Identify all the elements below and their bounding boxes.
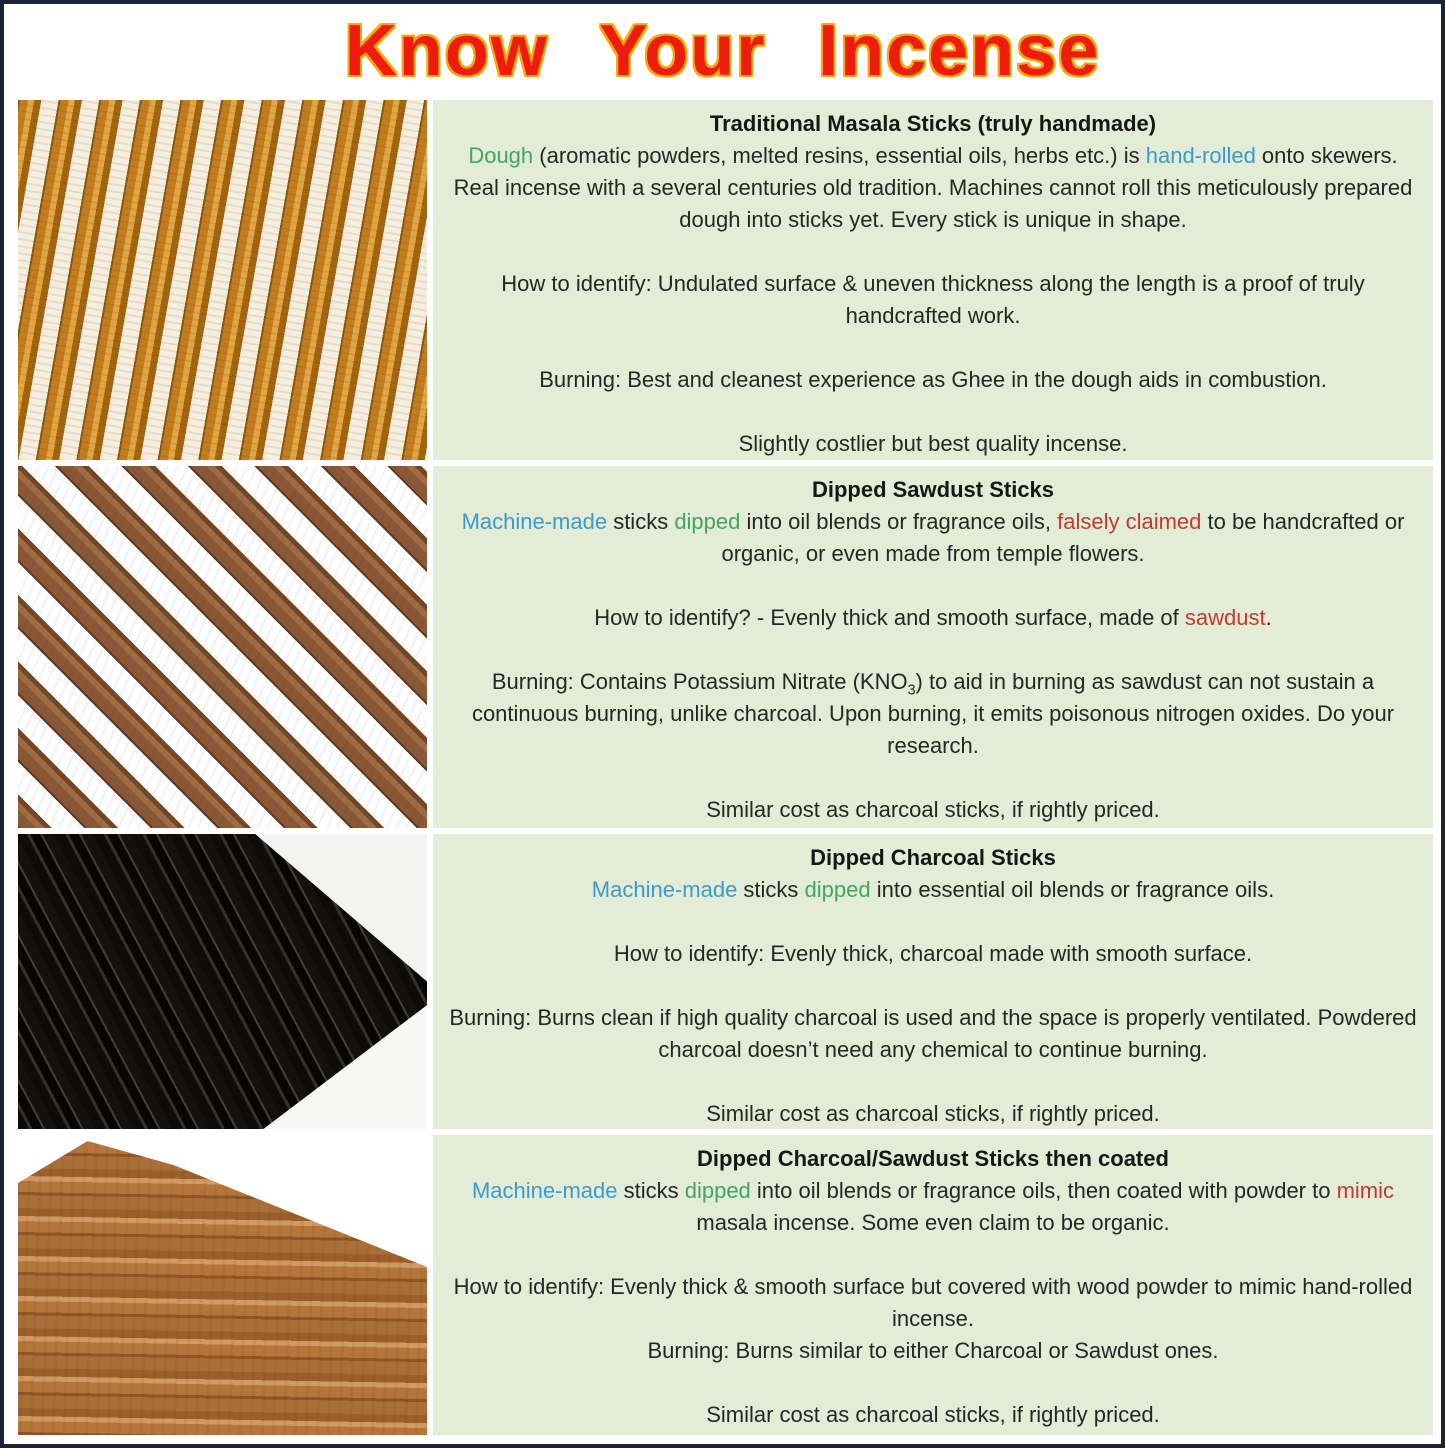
section-paragraph	[449, 1271, 1417, 1335]
section-paragraph	[449, 506, 1417, 570]
text-segment: Burning: Burns similar to either Charcoal or Sawdust ones.	[647, 1338, 1219, 1363]
text-segment: (aromatic powders, melted resins, essential oils, herbs etc.) is	[533, 143, 1146, 168]
section-header-sawdust: Dipped Sawdust Sticks	[811, 477, 1055, 502]
text-segment: 3	[907, 682, 916, 699]
panel-masala	[433, 100, 1433, 460]
section-paragraph	[449, 666, 1417, 762]
text-segment: to be handcrafted or organic, or even made from temple flowers.	[721, 509, 1405, 566]
text-segment: .	[1265, 605, 1272, 630]
section-paragraph	[449, 140, 1417, 236]
panel-charcoal	[433, 834, 1433, 1129]
text-segment: Machine-made	[591, 877, 738, 902]
text-segment: sticks	[737, 877, 805, 902]
section-row-masala	[18, 100, 1433, 460]
section-paragraph	[449, 1335, 1417, 1367]
section-row-charcoal	[18, 834, 1433, 1129]
text-segment: sawdust	[1184, 605, 1266, 630]
section-row-sawdust	[18, 466, 1433, 828]
section-header-masala: Traditional Masala Sticks (truly handmade)	[709, 111, 1157, 136]
text-segment: Similar cost as charcoal sticks, if rightly priced.	[706, 1101, 1160, 1126]
text-segment: How to identify? - Evenly thick and smooth surface, made of	[594, 605, 1185, 630]
text-segment: dipped	[804, 877, 871, 902]
section-paragraph	[449, 1002, 1417, 1066]
text-segment: into oil blends or fragrance oils,	[740, 509, 1058, 534]
text-segment: Burning: Best and cleanest experience as Ghee in the dough aids in combustion.	[539, 367, 1327, 392]
text-segment: Machine-made	[461, 509, 608, 534]
section-row-coated	[18, 1135, 1433, 1435]
panel-coated	[433, 1135, 1433, 1435]
text-segment: sticks	[607, 509, 675, 534]
text-segment: onto skewers. Real incense with a several centuries old tradition. Machines cannot roll this meticulously prepared dough into sticks yet. Every stick is unique in shape.	[453, 143, 1413, 232]
text-segment: Burning: Burns clean if high quality charcoal is used and the space is properly ventilated. Powdered charcoal doesn’t need any chemical to continue burning.	[449, 1005, 1417, 1062]
text-segment: into essential oil blends or fragrance oils.	[870, 877, 1275, 902]
text-segment: dipped	[674, 509, 741, 534]
text-segment: hand-rolled	[1145, 143, 1256, 168]
hand-rolled-masala-sticks-photo	[18, 100, 427, 460]
section-paragraph	[449, 602, 1417, 634]
text-segment: Similar cost as charcoal sticks, if rightly priced.	[706, 1402, 1160, 1427]
section-paragraph	[449, 364, 1417, 396]
text-segment: sticks	[617, 1178, 685, 1203]
text-segment: Machine-made	[471, 1178, 618, 1203]
text-segment: mimic	[1336, 1178, 1395, 1203]
section-paragraph	[449, 874, 1417, 906]
section-paragraph	[449, 794, 1417, 826]
text-segment: Similar cost as charcoal sticks, if rightly priced.	[706, 797, 1160, 822]
section-header-coated: Dipped Charcoal/Sawdust Sticks then coated	[697, 1146, 1169, 1171]
text-segment: Dough	[468, 143, 534, 168]
page-title: Know Your Incense	[344, 11, 1101, 91]
dipped-sawdust-sticks-photo	[18, 466, 427, 828]
text-segment: How to identify: Undulated surface & uneven thickness along the length is a proof of truly handcrafted work.	[501, 271, 1365, 328]
dipped-charcoal-sticks-photo	[18, 834, 427, 1129]
dipped-coated-sticks-photo	[18, 1135, 427, 1435]
text-segment: masala incense. Some even claim to be organic.	[696, 1210, 1170, 1235]
text-segment: dipped	[684, 1178, 751, 1203]
section-paragraph	[449, 428, 1417, 460]
sections	[4, 100, 1441, 1435]
section-paragraph	[449, 268, 1417, 332]
section-paragraph	[449, 1098, 1417, 1129]
text-segment: falsely claimed	[1057, 509, 1202, 534]
section-paragraph	[449, 938, 1417, 970]
text-segment: ) to aid in burning as sawdust can not sustain a continuous burning, unlike charcoal. Upon burning, it emits poisonous nitrogen oxides. Do your research.	[471, 669, 1395, 758]
panel-sawdust	[433, 466, 1433, 828]
section-paragraph	[449, 1175, 1417, 1239]
text-segment: Slightly costlier but best quality incense.	[738, 431, 1128, 456]
section-header-charcoal: Dipped Charcoal Sticks	[810, 845, 1056, 870]
text-segment: into oil blends or fragrance oils, then coated with powder to	[750, 1178, 1337, 1203]
text-segment: Burning: Contains Potassium Nitrate (KNO	[491, 669, 908, 694]
section-paragraph	[449, 1399, 1417, 1431]
text-segment: How to identify: Evenly thick, charcoal made with smooth surface.	[613, 941, 1253, 966]
text-segment: How to identify: Evenly thick & smooth surface but covered with wood powder to mimic hand-rolled incense.	[453, 1274, 1413, 1331]
